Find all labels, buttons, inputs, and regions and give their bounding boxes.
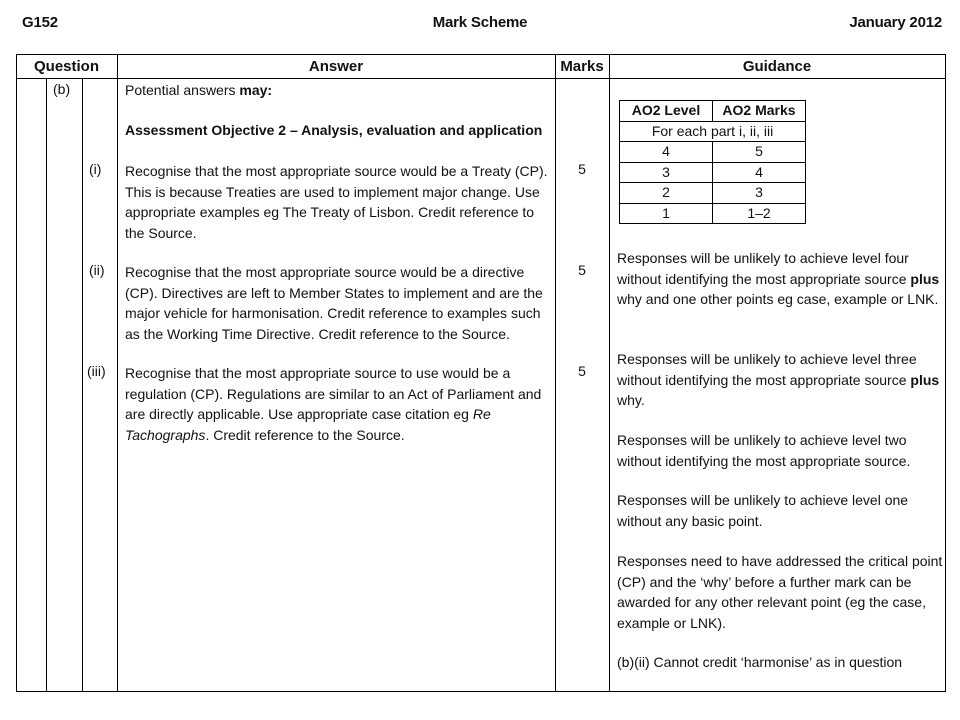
guidance-bold: plus bbox=[910, 371, 940, 388]
marks-part-ii: 5 bbox=[578, 262, 586, 278]
sub-part-label-iii: (iii) bbox=[87, 363, 106, 379]
ao2-level-cell: 1 bbox=[620, 203, 713, 224]
ao2-header-marks: AO2 Marks bbox=[713, 101, 806, 122]
guidance-level-two: Responses will be unlikely to achieve level two without identifying the most appropriate source. bbox=[617, 432, 911, 469]
question-part-label: (b) bbox=[53, 81, 71, 97]
answer-part-iii-text: Recognise that the most appropriate source to use would be a regulation (CP). Regulations are similar to an Act of Parliament and are directly applicable. Use appropriate case citation eg bbox=[125, 365, 542, 422]
table-row bbox=[620, 162, 806, 183]
ao2-marks-cell: 3 bbox=[713, 183, 806, 204]
exam-date: January 2012 bbox=[849, 14, 942, 31]
ao2-level-table bbox=[619, 100, 806, 224]
answer-part-i: Recognise that the most appropriate source would be a Treaty (CP). This is because Treaties are used to implement major change. Use appropriate examples eg The Treaty of Lisbon. Credit reference to the Source. bbox=[125, 163, 548, 241]
answer-part-ii: Recognise that the most appropriate source would be a directive (CP). Directives are left to Member States to implement and are the major vehicle for harmonisation. Credit reference to examples such as the Working Time Directive. Credit reference to the Source. bbox=[125, 264, 543, 342]
marks-part-iii: 5 bbox=[578, 363, 586, 379]
table-left-border bbox=[16, 54, 17, 692]
question-divider-1 bbox=[46, 78, 47, 691]
table-row bbox=[620, 183, 806, 204]
guidance-level-four bbox=[617, 248, 943, 310]
column-header-answer: Answer bbox=[308, 58, 364, 75]
ao2-marks-cell: 5 bbox=[713, 142, 806, 163]
header-row-border bbox=[16, 78, 946, 79]
answer-intro-text: Potential answers bbox=[125, 82, 240, 98]
guidance-text: why. bbox=[617, 392, 645, 408]
guidance-level-three bbox=[617, 349, 943, 411]
guidance-text: Responses will be unlikely to achieve level three without identifying the most appropriate source bbox=[617, 351, 917, 388]
ao2-level-cell: 3 bbox=[620, 162, 713, 183]
marks-part-i: 5 bbox=[578, 161, 586, 177]
marks-left-border bbox=[555, 54, 556, 692]
ao2-marks-cell: 1–2 bbox=[713, 203, 806, 224]
answer-intro-bold: may: bbox=[239, 82, 273, 98]
guidance-critical-point: Responses need to have addressed the critical point (CP) and the ‘why’ before a further mark can be awarded for any other relevant point (eg the case, example or LNK). bbox=[617, 553, 943, 631]
answer-part-iii-end: . Credit reference to the Source. bbox=[205, 426, 405, 443]
guidance-level-one: Responses will be unlikely to achieve level one without any basic point. bbox=[617, 492, 909, 529]
table-row bbox=[620, 203, 806, 224]
guidance-text: why and one other points eg case, example or LNK. bbox=[617, 291, 939, 307]
guidance-note: (b)(ii) Cannot credit ‘harmonise’ as in question bbox=[617, 654, 903, 670]
table-bottom-border bbox=[16, 691, 946, 692]
column-header-guidance: Guidance bbox=[742, 58, 812, 75]
ao2-level-cell: 4 bbox=[620, 142, 713, 163]
case-citation: Re Tachographs bbox=[125, 406, 491, 443]
page-title: Mark Scheme bbox=[432, 14, 528, 31]
table-top-border bbox=[16, 54, 946, 55]
column-header-marks: Marks bbox=[560, 58, 604, 75]
sub-part-label-i: (i) bbox=[89, 161, 102, 177]
table-row bbox=[620, 142, 806, 163]
ao2-marks-cell: 4 bbox=[713, 162, 806, 183]
paper-code: G152 bbox=[22, 14, 58, 31]
sub-part-label-ii: (ii) bbox=[89, 262, 105, 278]
guidance-bold: plus bbox=[910, 270, 940, 287]
answer-part-iii bbox=[125, 363, 550, 445]
table-right-border bbox=[945, 54, 946, 692]
assessment-objective-heading: Assessment Objective 2 – Analysis, evaluation and application bbox=[125, 122, 543, 138]
answer-left-border bbox=[117, 54, 118, 692]
ao2-level-cell: 2 bbox=[620, 183, 713, 204]
guidance-left-border bbox=[609, 54, 610, 692]
guidance-text: Responses will be unlikely to achieve level four without identifying the most appropriate source bbox=[617, 250, 911, 287]
ao2-span-row: For each part i, ii, iii bbox=[620, 121, 806, 142]
column-header-question: Question bbox=[33, 58, 99, 75]
question-divider-2 bbox=[82, 78, 83, 691]
answer-intro bbox=[125, 80, 550, 101]
ao2-header-level: AO2 Level bbox=[620, 101, 713, 122]
